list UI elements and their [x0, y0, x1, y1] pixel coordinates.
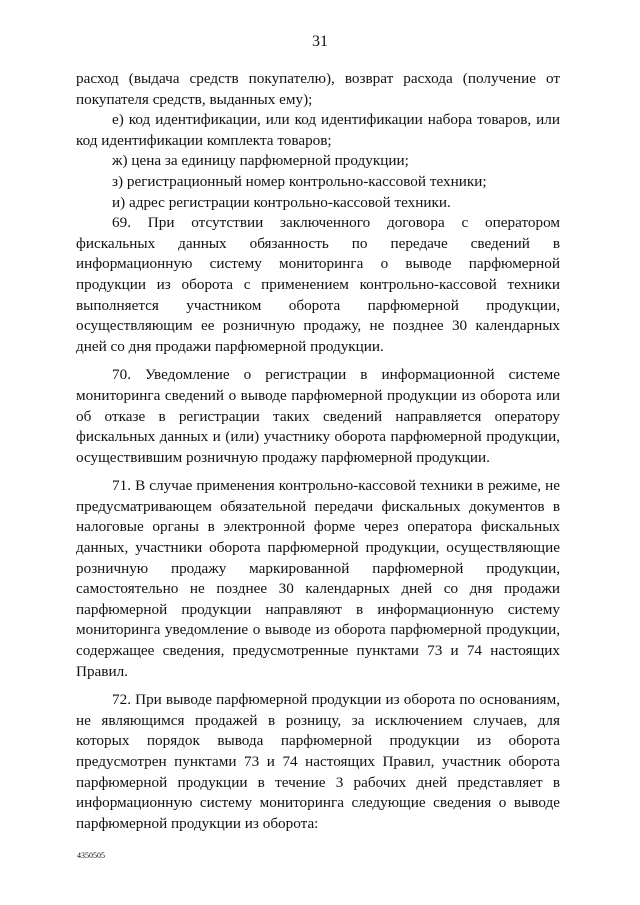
paragraph-69: 69. При отсутствии заключенного договора с оператором фискальных данных обязанность по передаче сведений в информационную систему мониторинга о выводе парфюмерной продукции из оборота с применением контрольно-кассовой техники выполняется участником оборота парфюмерной продукции, осуществляющим ее розничную продажу, не позднее 30 календарных дней со дня продажи парфюмерной продукции.	[76, 214, 560, 355]
list-item-z: з) регистрационный номер контрольно-кассовой техники;	[112, 172, 487, 190]
paragraph-continuation: расход (выдача средств покупателю), возврат расхода (получение от покупателя средств, выданных ему);	[76, 70, 560, 108]
list-item-i: и) адрес регистрации контрольно-кассовой техники.	[112, 193, 451, 211]
document-code: 4350505	[77, 851, 105, 860]
page-number: 31	[312, 33, 328, 50]
paragraph-70: 70. Уведомление о регистрации в информационной системе мониторинга сведений о выводе парфюмерной продукции из оборота или об отказе в регистрации таких сведений направляется оператору фискальных данных и (или) участнику оборота парфюмерной продукции, осуществившим розничную продажу парфюмерной продукции.	[76, 366, 560, 466]
document-body	[76, 69, 560, 834]
list-item-e: е) код идентификации, или код идентификации набора товаров, или код идентификации комплекта товаров;	[76, 111, 560, 149]
list-item-zh: ж) цена за единицу парфюмерной продукции;	[112, 152, 409, 170]
paragraph-71: 71. В случае применения контрольно-кассовой техники в режиме, не предусматривающем обязательной передачи фискальных документов в налоговые органы в электронной форме через оператора фискальных данных, участники оборота парфюмерной продукции, осуществляющие розничную продажу маркированной парфюмерной продукции, самостоятельно не позднее 30 календарных дней со дня продажи парфюмерной продукции направляют в информационную систему мониторинга уведомление о выводе из оборота парфюмерной продукции, содержащее сведения, предусмотренные пунктами 73 и 74 настоящих Правил.	[76, 477, 560, 680]
paragraph-72: 72. При выводе парфюмерной продукции из оборота по основаниям, не являющимся продажей в розницу, за исключением случаев, для которых порядок вывода парфюмерной продукции из оборота предусмотрен пунктами 73 и 74 настоящих Правил, участник оборота парфюмерной продукции в течение 3 рабочих дней представляет в информационную систему мониторинга следующие сведения о выводе парфюмерной продукции из оборота:	[76, 691, 560, 832]
